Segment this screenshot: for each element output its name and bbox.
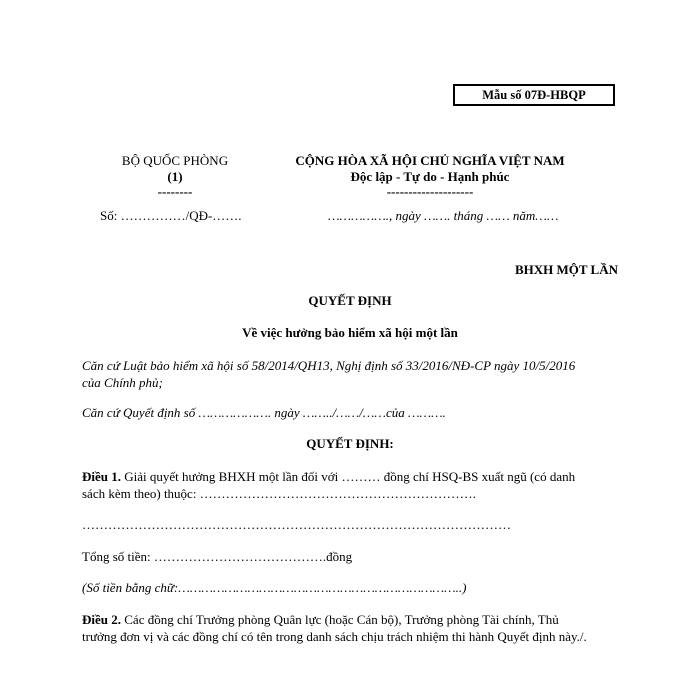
article-2-line2: trưởng đơn vị và các đồng chí có tên trong danh sách chịu trách nhiệm thi hành Quyết định này./. <box>82 629 587 644</box>
category-label: BHXH MỘT LẦN <box>514 262 618 277</box>
document-number: Số: ……………/QĐ-……. <box>100 208 242 223</box>
legal-basis-1-line2: của Chính phủ; <box>82 375 163 390</box>
form-code-box <box>453 84 615 106</box>
document-title: QUYẾT ĐỊNH <box>308 293 392 308</box>
decision-heading: QUYẾT ĐỊNH: <box>306 436 394 451</box>
unit-number: (1) <box>167 169 183 184</box>
amount-in-words: (Số tiền bằng chữ:………………………………………………………………..) <box>82 580 467 595</box>
ministry-name: BỘ QUỐC PHÒNG <box>121 153 229 168</box>
legal-basis-1-line1: Căn cứ Luật bảo hiểm xã hội số 58/2014/QH13, Nghị định số 33/2016/NĐ-CP ngày 10/5/2016 <box>82 358 576 373</box>
republic-motto: Độc lập - Tự do - Hạnh phúc <box>350 169 510 184</box>
article-1-line2: sách kèm theo) thuộc: ………………………………………………………. <box>82 486 476 501</box>
ministry-header <box>100 152 250 199</box>
article-1-line1: Giải quyết hưởng BHXH một lần đối với ……… đồng chí HSQ-BS xuất ngũ (có danh <box>121 469 576 484</box>
republic-name: CỘNG HÒA XÃ HỘI CHỦ NGHĨA VIỆT NAM <box>295 153 565 168</box>
republic-underline: -------------------- <box>386 184 474 199</box>
ministry-underline: -------- <box>157 184 193 199</box>
document-subject: Về việc hưởng bảo hiểm xã hội một lần <box>242 325 458 340</box>
article-2-line1: Các đồng chí Trưởng phòng Quân lực (hoặc Cán bộ), Trưởng phòng Tài chính, Thủ <box>121 612 559 627</box>
legal-basis-2: Căn cứ Quyết định số ………………. ngày ……../……/……của ………. <box>82 405 446 420</box>
article-2 <box>82 611 642 645</box>
form-code: Mẫu số 07Đ-HBQP <box>482 88 586 102</box>
legal-basis-1 <box>82 357 642 391</box>
article-1-label: Điều 1. <box>82 469 121 484</box>
place-date: ……………., ngày ……. tháng …… năm…… <box>328 208 559 223</box>
republic-header <box>270 152 590 199</box>
article-2-label: Điều 2. <box>82 612 121 627</box>
total-amount: Tổng số tiền: ………………………………….đồng <box>82 549 353 564</box>
article-1 <box>82 468 642 502</box>
article-1-line3: ……………………………………………………………………………………… <box>82 517 511 532</box>
